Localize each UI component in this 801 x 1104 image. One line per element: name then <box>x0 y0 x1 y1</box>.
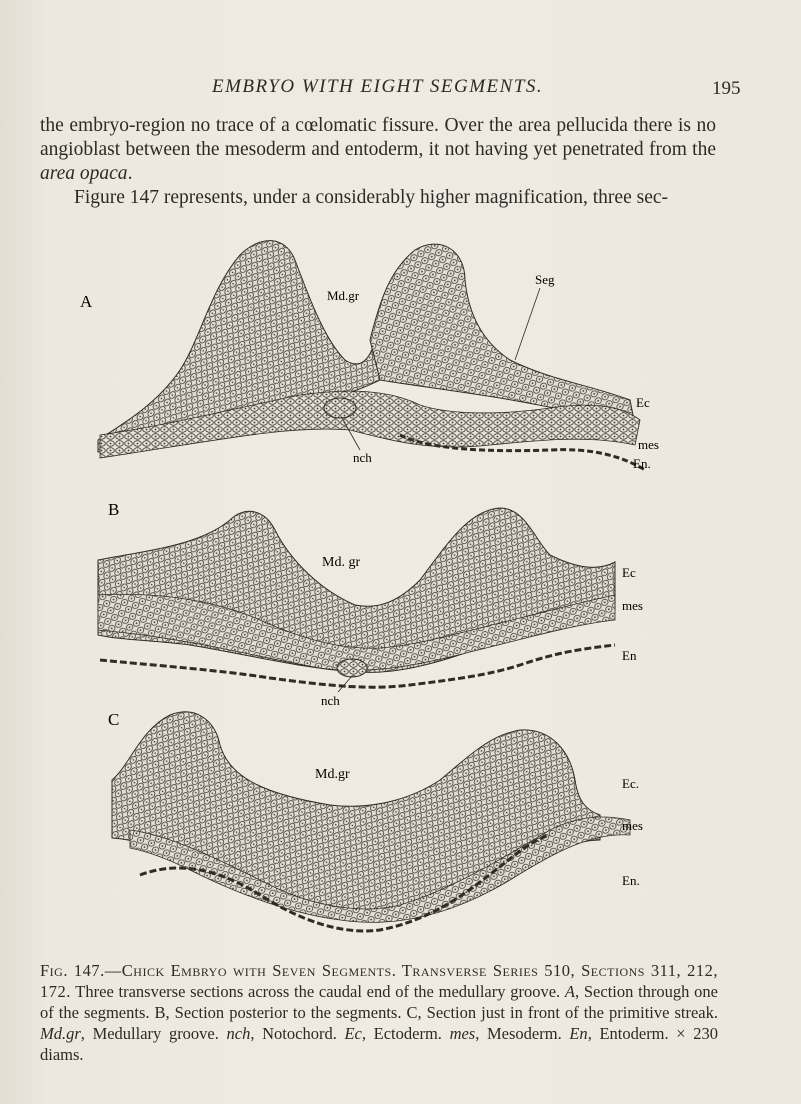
panel-c-letter: C <box>108 710 120 729</box>
caption-abbrev-mdgr: Md.gr <box>40 1024 81 1043</box>
panel-b <box>98 500 643 708</box>
panel-b-label-mdgr: Md. gr <box>322 555 361 570</box>
panel-c-label-mdgr: Md.gr <box>315 767 350 782</box>
running-head <box>0 76 801 106</box>
panel-a-right-fold <box>370 244 635 425</box>
page-number: 195 <box>712 78 741 99</box>
panel-a <box>80 241 659 471</box>
caption-abbrev-en: En <box>569 1024 588 1043</box>
caption-heading: Fig. 147.—Chick Embryo with Seven Segments. <box>40 961 397 980</box>
panel-a-seg-pointer <box>515 288 540 360</box>
panel-a-label-mdgr: Md.gr <box>327 288 360 303</box>
paragraph-2: Figure 147 represents, under a considerably higher magnification, three sec- <box>74 187 668 208</box>
body-text <box>40 114 716 210</box>
panel-c <box>108 710 643 931</box>
caption-text-7: , Entoderm. × 230 diams. <box>40 1024 718 1064</box>
caption-abbrev-ec: Ec <box>344 1024 362 1043</box>
caption-text-1: Three transverse sections across the caudal end of the medullary groove. <box>70 982 565 1001</box>
panel-a-notochord <box>324 398 356 418</box>
paragraph-1-emphasis: area opaca <box>40 163 128 184</box>
panel-b-label-en: En <box>622 648 637 663</box>
panel-a-label-nch: nch <box>353 450 372 465</box>
caption-series: Transverse Series 510, Sections 311, 212, 172. <box>40 961 718 1001</box>
panel-a-label-seg: Seg <box>535 272 555 287</box>
panel-c-ectoderm-mesoderm <box>112 712 600 916</box>
paragraph-1 <box>40 114 716 186</box>
panel-b-label-ec: Ec <box>622 565 636 580</box>
figure-147 <box>70 230 670 950</box>
caption-a-letter: A <box>564 982 576 1001</box>
panel-b-label-mes: mes <box>622 598 643 613</box>
caption-text-2: , Section through one of the segments. B, Section posterior to the segments. C, Section just in front of the primitive streak. <box>40 982 718 1022</box>
panel-a-label-ec: Ec <box>636 395 650 410</box>
panel-b-notochord <box>337 659 367 677</box>
panel-a-letter: A <box>80 292 93 311</box>
panel-c-label-mes: mes <box>622 818 643 833</box>
panel-b-nch-pointer <box>338 676 352 692</box>
panel-b-label-nch: nch <box>321 693 340 708</box>
paragraph-1-text-b: . <box>127 163 133 184</box>
figure-caption <box>40 960 718 1065</box>
panel-a-label-en: En. <box>633 456 651 471</box>
panel-a-label-mes: mes <box>638 437 659 452</box>
paragraph-1-text-a: the embryo-region no trace of a cœlomatic fissure. Over the area pellucida there is no angioblast between the mesoderm and entoderm, it not having yet penetrated from the <box>40 115 716 160</box>
running-head-title: EMBRYO WITH EIGHT SEGMENTS. <box>212 76 544 97</box>
caption-abbrev-nch: nch <box>226 1024 251 1043</box>
panel-c-label-ec: Ec. <box>622 776 639 791</box>
caption-text-5: , Ectoderm. <box>361 1024 450 1043</box>
caption-text-3: , Medullary groove. <box>80 1024 227 1043</box>
caption-text-4: , Notochord. <box>250 1024 345 1043</box>
panel-c-label-en: En. <box>622 873 640 888</box>
panel-b-letter: B <box>108 500 120 519</box>
caption-text-6: , Mesoderm. <box>475 1024 570 1043</box>
caption-abbrev-mes: mes <box>449 1024 476 1043</box>
